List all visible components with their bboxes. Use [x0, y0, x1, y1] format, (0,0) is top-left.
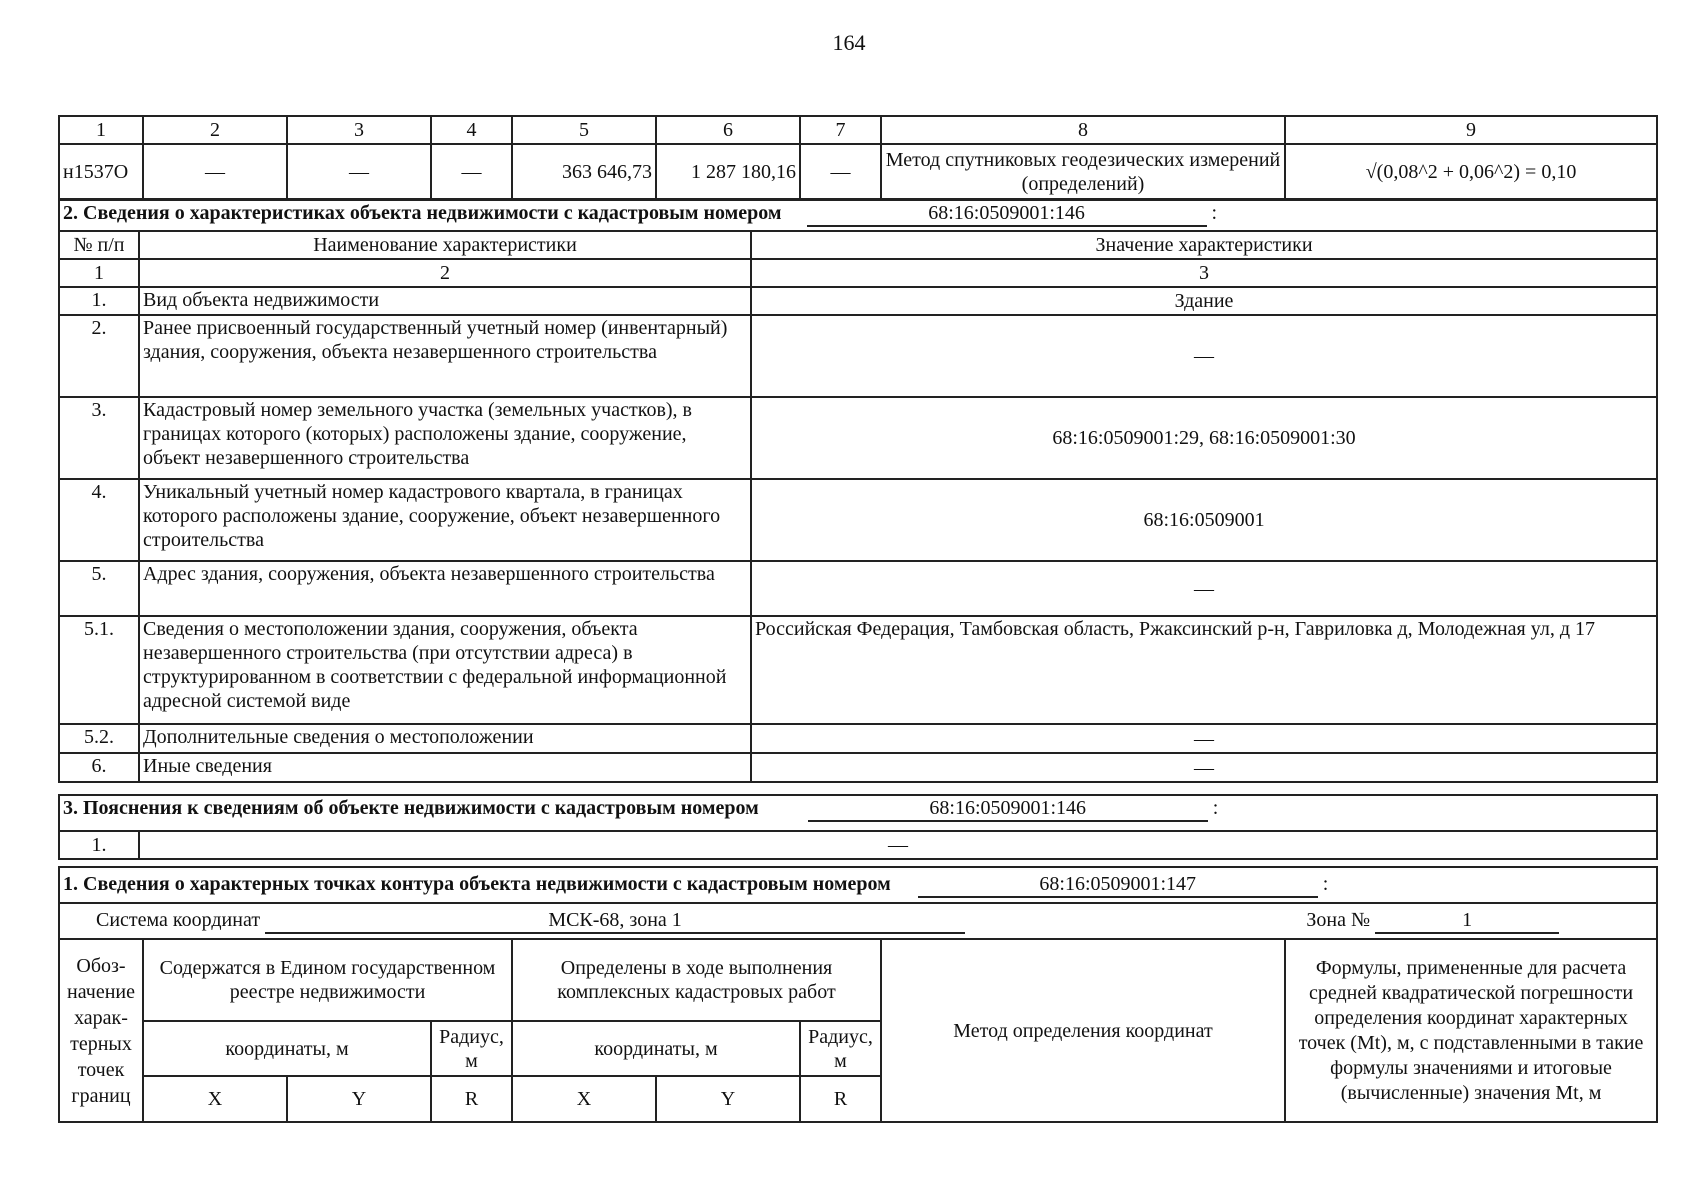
table-row: [59, 315, 1657, 397]
header-coords: координаты, м: [512, 1021, 800, 1076]
col-number: 6: [656, 116, 800, 144]
zone-label: Зона №: [1306, 909, 1371, 931]
header-coords: координаты, м: [143, 1021, 431, 1076]
row-name: Вид объекта недвижимости: [139, 287, 751, 315]
zone-value: 1: [1375, 908, 1559, 934]
col-number: 2: [143, 116, 287, 144]
row-value: Здание: [751, 287, 1657, 315]
row-number: 5.2.: [59, 724, 139, 753]
coord-system-value: МСК-68, зона 1: [265, 908, 965, 934]
cell-dash: —: [287, 144, 431, 199]
col-number: 4: [431, 116, 512, 144]
header-works: Определены в ходе выполнения комплексных кадастровых работ: [512, 939, 881, 1021]
row-value: 68:16:0509001:29, 68:16:0509001:30: [751, 397, 1657, 479]
row-number: 1.: [59, 287, 139, 315]
row-number: 4.: [59, 479, 139, 561]
cell-dash: —: [800, 144, 881, 199]
header-x: X: [512, 1076, 656, 1122]
colon: :: [1212, 797, 1219, 819]
formula-cell: √(0,08^2 + 0,06^2) = 0,10: [1285, 144, 1657, 199]
table-row: [59, 561, 1657, 616]
point-name: н1537О: [59, 144, 143, 199]
row-value: Российская Федерация, Тамбовская область, Ржаксинский р-н, Гавриловка д, Молодежная ул, д 17: [751, 616, 1657, 724]
table-row: [59, 616, 1657, 724]
cadastral-number: 68:16:0509001:146: [808, 796, 1208, 822]
row-number: 6.: [59, 753, 139, 782]
header-y: Y: [656, 1076, 800, 1122]
header-method: Метод определения координат: [881, 939, 1285, 1122]
row-name: Кадастровый номер земельного участка (земельных участков), в границах которого (которых) расположены здание, сооружение, объект незавершенного строительства: [139, 397, 751, 479]
column-numbers-row: [59, 116, 1657, 144]
colon: :: [1211, 202, 1218, 224]
header-radius: Радиус, м: [431, 1021, 512, 1076]
row-value: —: [751, 561, 1657, 616]
section-title-row: [59, 867, 1657, 903]
row-number: 1.: [59, 831, 139, 859]
header-r: R: [800, 1076, 881, 1122]
cadastral-number: 68:16:0509001:146: [807, 201, 1207, 227]
cell-dash: —: [431, 144, 512, 199]
col-number: 8: [881, 116, 1285, 144]
section-title: 2. Сведения о характеристиках объекта недвижимости с кадастровым номером: [63, 202, 782, 224]
section-title: 1. Сведения о характерных точках контура объекта недвижимости с кадастровым номером: [63, 873, 891, 895]
coord-system-label: Система координат: [96, 909, 261, 931]
header-x: X: [143, 1076, 287, 1122]
row-value: —: [751, 724, 1657, 753]
row-name: Сведения о местоположении здания, сооружения, объекта незавершенного строительства (при отсутствии адреса) в структурированном в соответствии с федеральной информационной адресной системой виде: [139, 616, 751, 724]
section-title: 3. Пояснения к сведениям об объекте недвижимости с кадастровым номером: [63, 797, 759, 819]
coord-system-row: [59, 903, 1657, 939]
header-radius: Радиус, м: [800, 1021, 881, 1076]
coordinate-x: 363 646,73: [512, 144, 656, 199]
method-cell: Метод спутниковых геодезических измерений (определений): [881, 144, 1285, 199]
page-number: 164: [832, 30, 866, 55]
section-title-row: [59, 200, 1657, 231]
cadastral-number: 68:16:0509001:147: [918, 872, 1318, 898]
row-name: Дополнительные сведения о местоположении: [139, 724, 751, 753]
row-number: 5.: [59, 561, 139, 616]
table-row: [59, 753, 1657, 782]
row-number: 5.1.: [59, 616, 139, 724]
explanations-table: [58, 794, 1658, 860]
header-name: Наименование характеристики: [139, 231, 751, 259]
row-name: Адрес здания, сооружения, объекта незавершенного строительства: [139, 561, 751, 616]
table-row: [59, 287, 1657, 315]
header-row: [59, 231, 1657, 259]
header-formula: Формулы, примененные для расчета средней квадратической погрешности определения координат характерных точек (Mt), м, с подставленными в такие формулы значениями и итоговые (вычисленные) значения Mt, м: [1285, 939, 1657, 1122]
col-number: 9: [1285, 116, 1657, 144]
header-egrn: Содержатся в Едином государственном реестре недвижимости: [143, 939, 512, 1021]
cell-dash: —: [143, 144, 287, 199]
header-row: [59, 939, 1657, 1021]
row-value: —: [139, 831, 1657, 859]
contour-points-table: [58, 866, 1658, 1123]
row-value: —: [751, 753, 1657, 782]
row-value: 68:16:0509001: [751, 479, 1657, 561]
col-number: 3: [287, 116, 431, 144]
table-row: [59, 144, 1657, 199]
row-name: Иные сведения: [139, 753, 751, 782]
table-row: [59, 479, 1657, 561]
col-number: 1: [59, 116, 143, 144]
table-row: [59, 724, 1657, 753]
col-number: 7: [800, 116, 881, 144]
row-name: Уникальный учетный номер кадастрового квартала, в границах которого расположены здание, сооружение, объект незавершенного строительства: [139, 479, 751, 561]
characteristics-table: [58, 199, 1658, 783]
points-table-top: [58, 115, 1658, 200]
colon: :: [1322, 873, 1329, 895]
header-y: Y: [287, 1076, 431, 1122]
column-numbers-row: [59, 259, 1657, 287]
coordinate-y: 1 287 180,16: [656, 144, 800, 199]
header-value: Значение характеристики: [751, 231, 1657, 259]
row-value: —: [751, 315, 1657, 397]
col-number: 2: [139, 259, 751, 287]
header-r: R: [431, 1076, 512, 1122]
row-name: Ранее присвоенный государственный учетный номер (инвентарный) здания, сооружения, объекта незавершенного строительства: [139, 315, 751, 397]
header-num: № п/п: [59, 231, 139, 259]
row-number: 2.: [59, 315, 139, 397]
col-number: 5: [512, 116, 656, 144]
table-row: [59, 831, 1657, 859]
table-row: [59, 397, 1657, 479]
header-point: Обоз-начение харак-терных точек границ: [59, 939, 143, 1122]
section-title-row: [59, 795, 1657, 831]
col-number: 1: [59, 259, 139, 287]
col-number: 3: [751, 259, 1657, 287]
row-number: 3.: [59, 397, 139, 479]
